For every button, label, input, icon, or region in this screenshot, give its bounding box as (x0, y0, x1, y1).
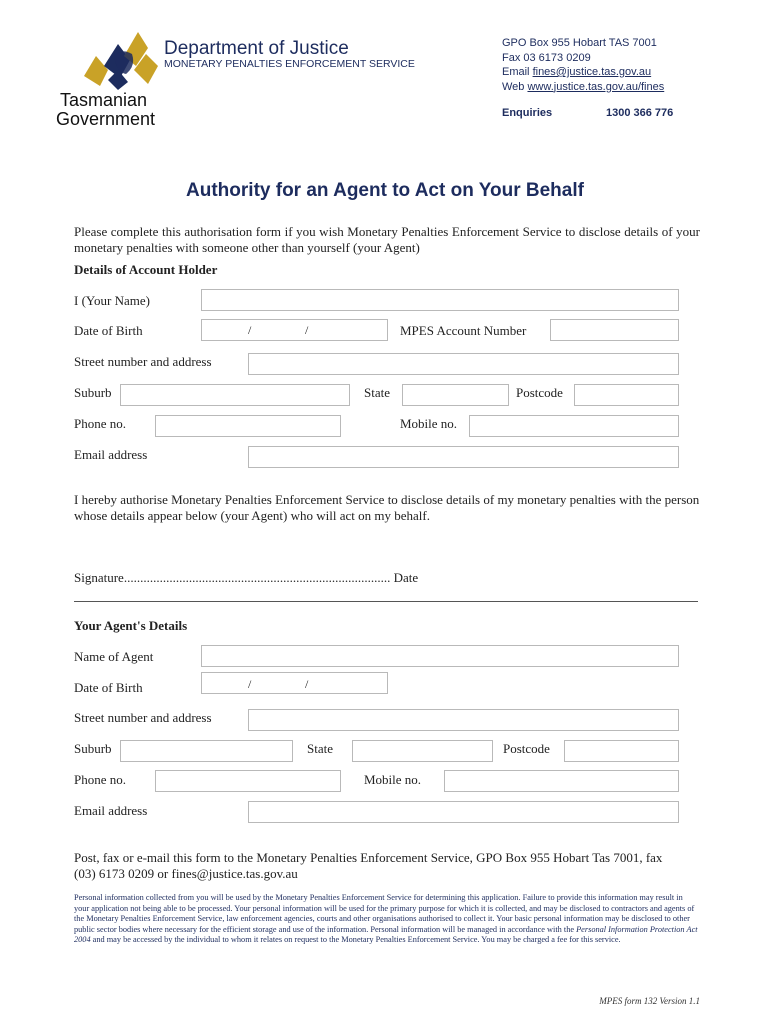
agent-street-label: Street number and address (74, 710, 212, 725)
agent-heading: Your Agent's Details (74, 618, 188, 633)
agent-dob-label: Date of Birth (74, 680, 143, 695)
department-name: Department of Justice (164, 38, 349, 59)
contact-fax: Fax 03 6173 0209 (502, 51, 591, 64)
agent-suburb-label: Suburb (74, 741, 112, 756)
holder-postcode-field[interactable] (574, 384, 679, 406)
email-prefix: Email (502, 66, 533, 78)
holder-suburb-label: Suburb (74, 385, 112, 400)
contact-block (502, 36, 664, 94)
agent-street-field[interactable] (248, 709, 679, 731)
service-name: MONETARY PENALTIES ENFORCEMENT SERVICE (164, 58, 415, 70)
authorise-text: I hereby authorise Monetary Penalties Enforcement Service to disclose details of my monetary penalties with the person whose details appear below (your Agent) who will act on my behalf. (74, 492, 700, 523)
agent-dob-slash-1: / (248, 677, 252, 691)
enquiries-number: 1300 366 776 (606, 107, 674, 119)
contact-web-row (502, 80, 664, 95)
holder-account-field[interactable] (550, 319, 679, 341)
holder-dob-slash-2: / (305, 323, 309, 337)
tasmanian-tiger-icon (74, 26, 164, 92)
page-title: Authority for an Agent to Act on Your Behalf (186, 180, 584, 201)
holder-email-label: Email address (74, 447, 148, 462)
holder-phone-field[interactable] (155, 415, 341, 437)
form-version: MPES form 132 Version 1.1 (599, 996, 700, 1006)
holder-postcode-label: Postcode (516, 385, 563, 400)
holder-mobile-field[interactable] (469, 415, 679, 437)
gov-line1: Tasmanian (60, 90, 148, 110)
gov-line2: Government (56, 109, 156, 129)
agent-dob-field[interactable] (201, 672, 388, 694)
holder-street-label: Street number and address (74, 354, 212, 369)
holder-dob-label: Date of Birth (74, 323, 143, 338)
agent-postcode-label: Postcode (503, 741, 550, 756)
privacy-part2: and may be accessed by the individual to whom it relates on request to the Monetary Penalties Enforcement Service. You may be charged a fee for this service. (90, 935, 621, 945)
holder-street-field[interactable] (248, 353, 679, 375)
agent-state-field[interactable] (352, 740, 493, 762)
agent-mobile-field[interactable] (444, 770, 679, 792)
web-link[interactable]: www.justice.tas.gov.au/fines (527, 80, 665, 93)
privacy-part1: Personal information collected from you will be used by the Monetary Penalties Enforcement Service for determining this application. Failure to provide this information may result in your application not being able to be processed. Your personal information will be used for the primary purpose for which it is collected, and may be disclosed to contractors and agents of the Monetary Penalties Enforcement Service, law enforcement agencies, courts and other organisations authorised to collect it. Your basic personal information may be disclosed to other public sector bodies where necessary for the efficient storage and use of the information. Personal information will be managed in accordance with the (74, 893, 695, 934)
tasmanian-government-logo (52, 26, 172, 130)
email-link[interactable]: fines@justice.tas.gov.au (532, 66, 652, 78)
web-prefix: Web (502, 80, 528, 93)
holder-state-field[interactable] (402, 384, 509, 406)
holder-state-label: State (364, 385, 390, 400)
holder-email-field[interactable] (248, 446, 679, 468)
holder-phone-label: Phone no. (74, 416, 126, 431)
section-divider (74, 601, 698, 602)
holder-dob-field[interactable] (201, 319, 388, 341)
holder-heading: Details of Account Holder (74, 262, 218, 277)
agent-email-field[interactable] (248, 801, 679, 823)
holder-name-label: I (Your Name) (74, 293, 150, 308)
agent-dob-slash-2: / (305, 677, 309, 691)
holder-name-field[interactable] (201, 289, 679, 311)
privacy-statement (74, 893, 700, 946)
agent-name-label: Name of Agent (74, 649, 154, 664)
agent-suburb-field[interactable] (120, 740, 293, 762)
agent-phone-label: Phone no. (74, 772, 126, 787)
contact-address: GPO Box 955 Hobart TAS 7001 (502, 37, 657, 49)
signature-line[interactable]: Signature.................................................................................. Date (74, 570, 419, 585)
contact-email-row (502, 65, 664, 80)
holder-dob-slash-1: / (248, 323, 252, 337)
post-instructions: Post, fax or e-mail this form to the Monetary Penalties Enforcement Service, GPO Box 955 Hobart Tas 7001, fax (03) 6173 0209 or fines@justice.tas.gov.au (74, 850, 663, 881)
intro-text: Please complete this authorisation form if you wish Monetary Penalties Enforcement Service to disclose details of your monetary penalties with someone other than yourself (your Agent) (74, 224, 700, 255)
agent-name-field[interactable] (201, 645, 679, 667)
enquiries-label: Enquiries (502, 107, 553, 119)
holder-account-label: MPES Account Number (400, 323, 527, 338)
holder-mobile-label: Mobile no. (400, 416, 458, 431)
agent-mobile-label: Mobile no. (364, 772, 422, 787)
agent-email-label: Email address (74, 803, 148, 818)
holder-suburb-field[interactable] (120, 384, 350, 406)
agent-phone-field[interactable] (155, 770, 341, 792)
privacy-act-name: Personal Information Protection Act 2004 (74, 924, 698, 945)
agent-postcode-field[interactable] (564, 740, 679, 762)
agent-state-label: State (307, 741, 333, 756)
